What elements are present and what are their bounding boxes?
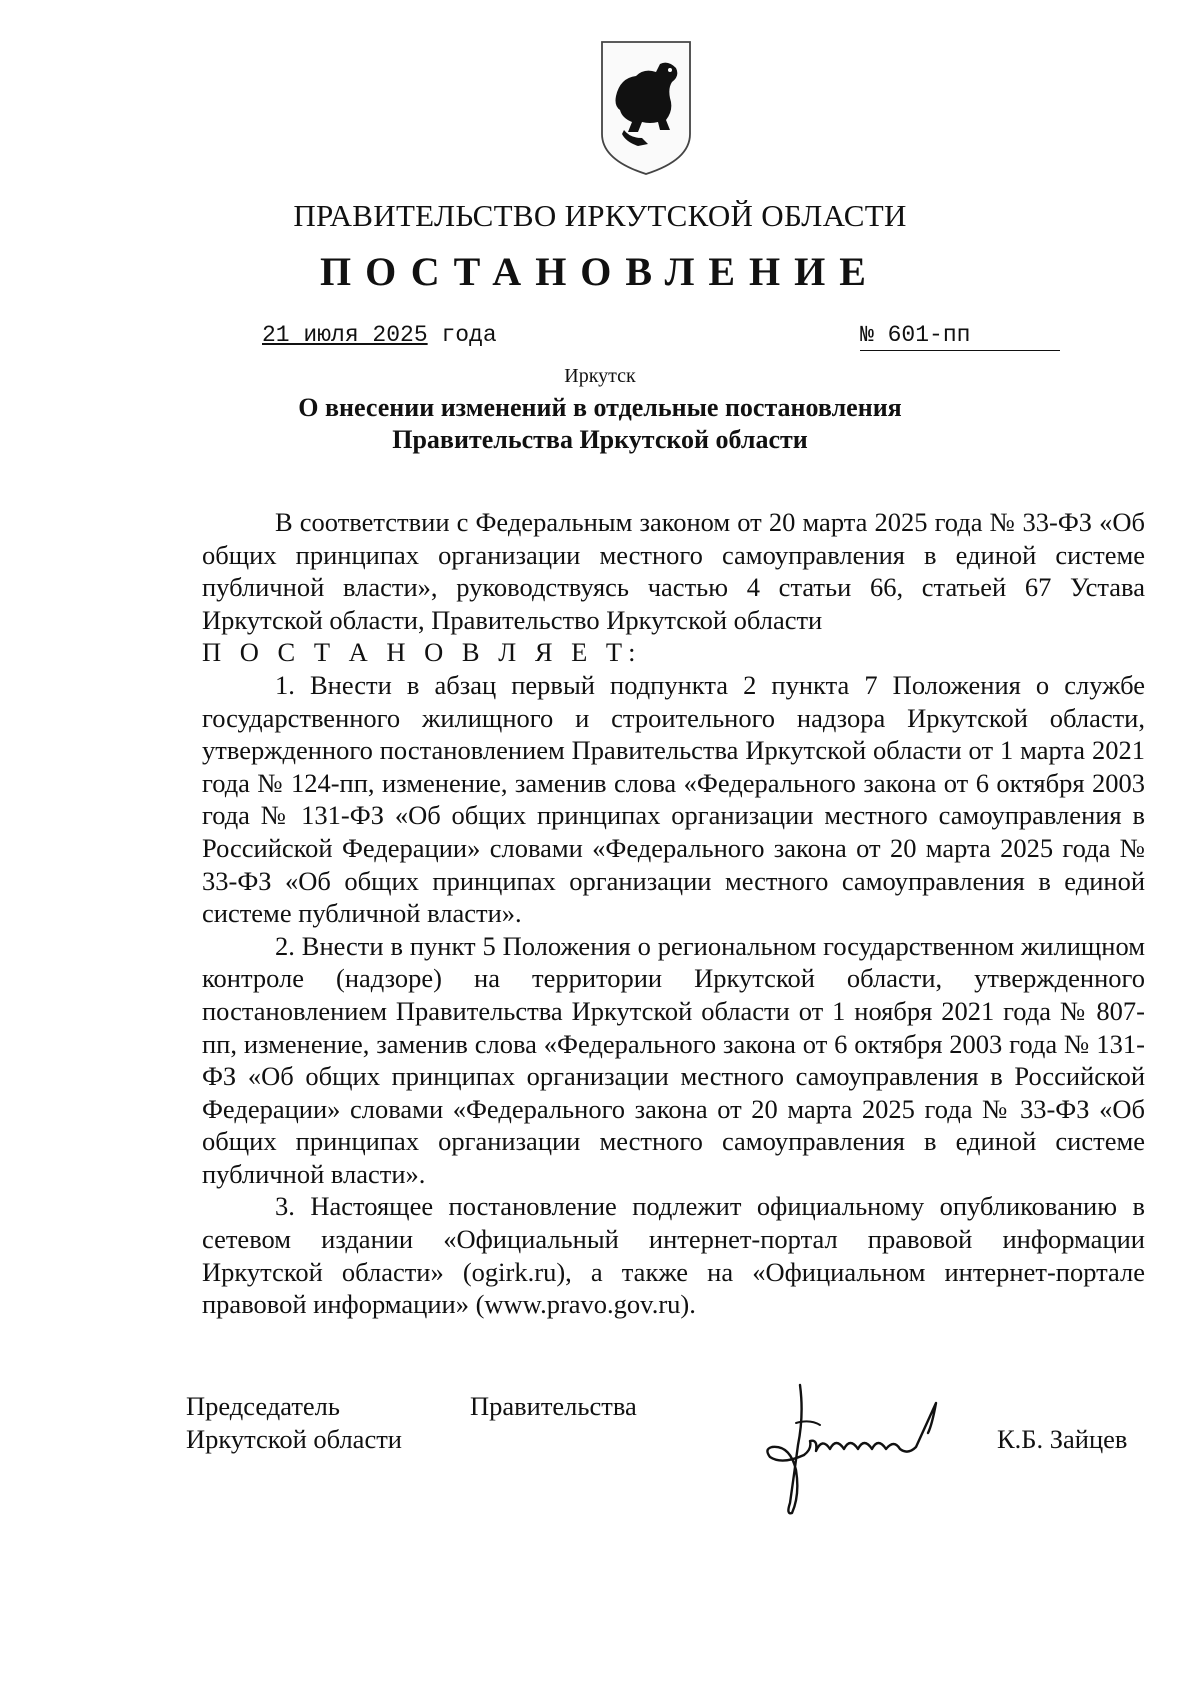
document-date — [262, 322, 497, 348]
body-item: 2. Внести в пункт 5 Положения о региональном государственном жилищном контроле (надзоре) на территории Иркутской области, утвержденного постановлением Правительства Иркутской области от 1 ноября 2021 года № 807-пп, изменение, заменив слова «Федерального закона от 6 октября 2003 года № 131-ФЗ «Об общих принципах организации местного самоуправления в Российской Федерации» словами «Федерального закона от 20 марта 2025 года № 33-ФЗ «Об общих принципах организации местного самоуправления в единой системе публичной власти». — [202, 930, 1145, 1189]
preamble-paragraph: В соответствии с Федеральным законом от 20 марта 2025 года № 33-ФЗ «Об общих принципах организации местного самоуправления в единой системе публичной власти», руководствуясь частью 4 статьи 66, статьей 67 Устава Иркутской области, Правительство Иркутской области — [202, 507, 1145, 635]
body-item: 3. Настоящее постановление подлежит официальному опубликованию в сетевом издании «Официальный интернет-портал правовой информации Иркутской области» (ogirk.ru), а также на «Официальном интернет-портале правовой информации» (www.pravo.gov.ru). — [202, 1191, 1145, 1320]
decree-word: П О С Т А Н О В Л Я Е Т: — [202, 637, 642, 668]
document-title-line: О внесении изменений в отдельные постановления — [298, 393, 902, 422]
body-item: 1. Внести в абзац первый подпункта 2 пункта 7 Положения о службе государственного жилищного и строительного надзора Иркутской области, утвержденного постановлением Правительства Иркутской области от 1 марта 2021 года № 124-пп, изменение, заменив слова «Федерального закона от 6 октября 2003 года № 131-ФЗ «Об общих принципах организации местного самоуправления в Российской Федерации» словами «Федерального закона от 20 марта 2025 года № 33-ФЗ «Об общих принципах организации местного самоуправления в единой системе публичной власти». — [202, 669, 1145, 929]
signatory-name: К.Б. Зайцев — [997, 1424, 1128, 1454]
document-title — [0, 392, 1200, 456]
signatory-position-mid: Правительства — [470, 1391, 637, 1421]
document-body — [202, 506, 1145, 1321]
organization-name: ПРАВИТЕЛЬСТВО ИРКУТСКОЙ ОБЛАСТИ — [293, 198, 907, 233]
document-date-suffix: года — [427, 322, 497, 348]
signatory-position-line: Иркутской области — [186, 1424, 402, 1454]
document-type: ПОСТАНОВЛЕНИЕ — [320, 249, 880, 294]
document-date-value: 21 июля 2025 — [262, 322, 428, 348]
signatory-position-line: Председатель — [186, 1391, 340, 1421]
document-title-line: Правительства Иркутской области — [392, 425, 808, 454]
handwritten-signature — [760, 1375, 990, 1520]
coat-of-arms-icon — [598, 38, 694, 178]
signatory-position — [186, 1390, 402, 1456]
document-city: Иркутск — [564, 365, 636, 387]
document-number: № 601-пп — [860, 322, 1060, 351]
